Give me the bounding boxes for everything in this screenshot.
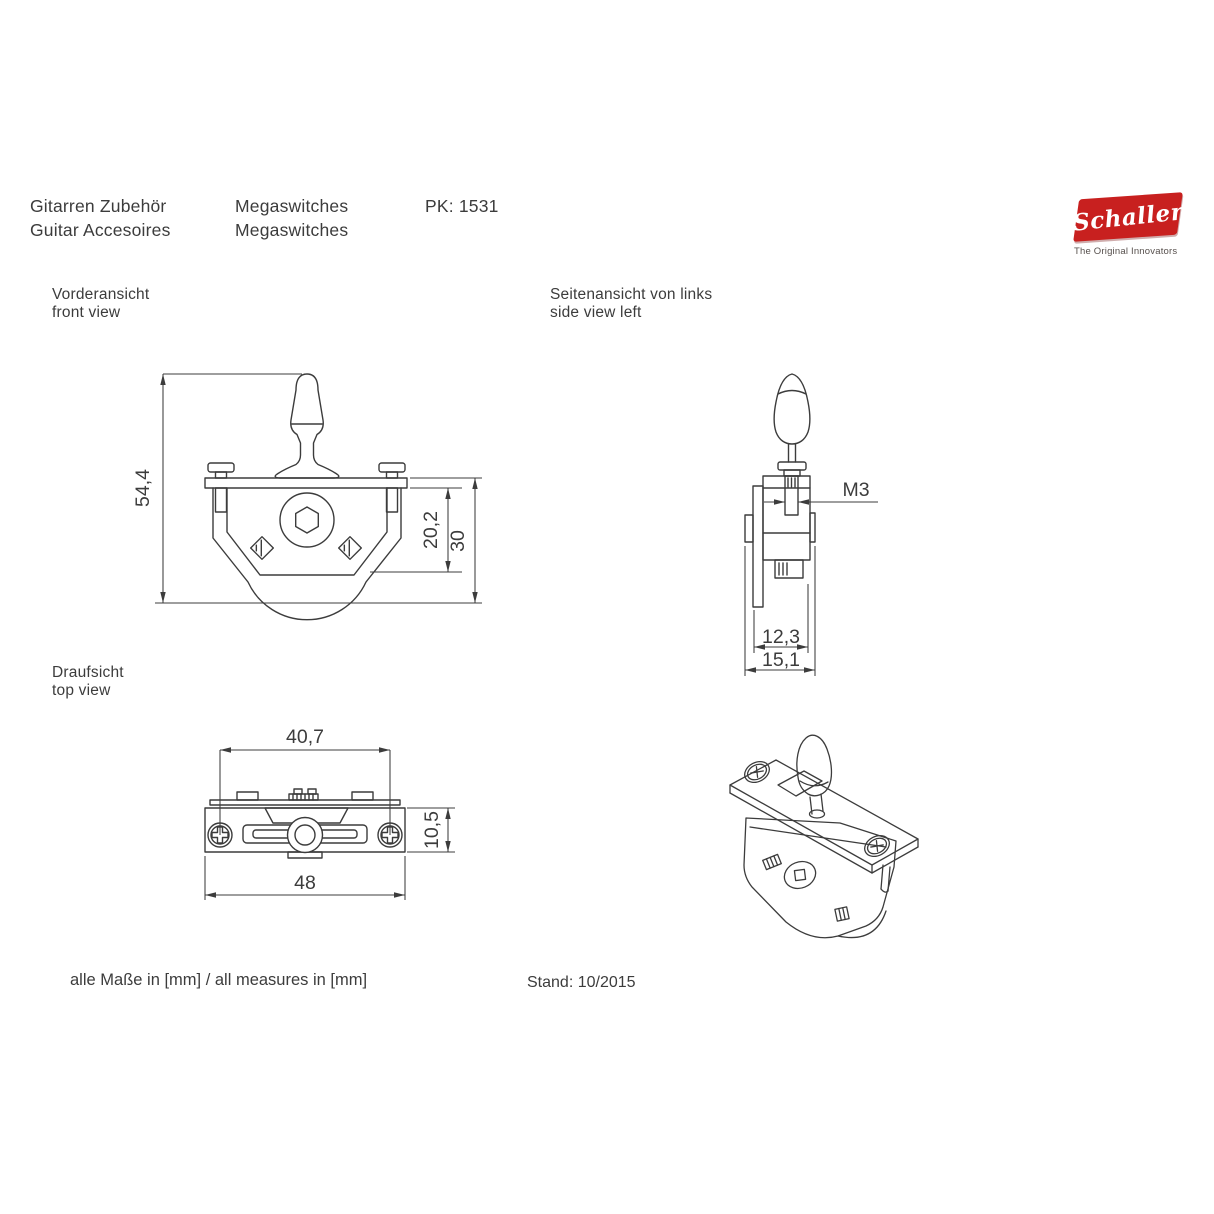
header-product-de: Megaswitches xyxy=(235,196,349,216)
side-left-tab xyxy=(745,515,753,542)
front-view-label-en: front view xyxy=(52,304,121,321)
schaller-logo-badge xyxy=(1073,192,1183,242)
side-thread-label: M3 xyxy=(842,479,870,501)
iso-switch xyxy=(730,735,918,937)
schaller-logo-wordmark: Schaller xyxy=(1071,197,1185,237)
top-view-drawing xyxy=(170,715,500,915)
front-view-label xyxy=(52,286,149,322)
top-dim-total-length: 48 xyxy=(294,872,316,894)
front-switch-body xyxy=(205,374,407,620)
front-knob xyxy=(275,374,339,478)
part-number: PK: 1531 xyxy=(425,196,499,216)
iso-terminal-2 xyxy=(835,907,849,921)
front-shaft-circle xyxy=(280,493,334,547)
front-body-inner xyxy=(227,488,387,575)
top-plate-edge xyxy=(210,800,400,805)
top-view-label xyxy=(52,664,124,700)
side-view-label-de: Seitenansicht von links xyxy=(550,286,713,303)
side-switch-body xyxy=(745,374,815,607)
top-shaft-outer xyxy=(288,818,323,853)
front-terminal-right xyxy=(339,537,362,560)
header-category-de: Gitarren Zubehör xyxy=(30,196,167,216)
top-dim-hole-spacing: 40,7 xyxy=(286,726,324,748)
header-product xyxy=(235,194,348,242)
side-right-tab xyxy=(810,513,815,542)
front-view-drawing xyxy=(130,360,500,655)
top-view-label-de: Draufsicht xyxy=(52,664,124,681)
iso-view-drawing xyxy=(690,715,970,965)
front-dim-plate-to-body: 20,2 xyxy=(420,511,442,549)
iso-terminal-1 xyxy=(763,854,782,869)
side-collar-nut xyxy=(778,462,806,470)
side-view-label xyxy=(550,286,712,322)
front-dim-total-height: 54,4 xyxy=(132,469,154,507)
footer-revision: Stand: 10/2015 xyxy=(527,974,636,991)
header-product-en: Megaswitches xyxy=(235,220,349,240)
header-category xyxy=(30,194,171,242)
iso-left-screw xyxy=(741,758,773,787)
front-dim-body-height: 30 xyxy=(447,530,469,552)
iso-shaft-hole xyxy=(780,857,819,893)
footer-units-note: alle Maße in [mm] / all measures in [mm] xyxy=(70,971,368,989)
front-view-label-de: Vorderansicht xyxy=(52,286,150,303)
side-dim-inner-width: 12,3 xyxy=(762,626,800,648)
top-switch-body xyxy=(205,789,405,858)
side-view-label-en: side view left xyxy=(550,304,642,321)
top-view-label-en: top view xyxy=(52,682,111,699)
top-dim-body-width: 10,5 xyxy=(421,811,443,849)
side-view-drawing xyxy=(720,360,920,690)
iso-knob xyxy=(797,735,832,795)
schaller-logo-tagline: The Original Innovators xyxy=(1074,246,1178,257)
schaller-logo xyxy=(1072,196,1202,257)
header-category-en: Guitar Accesoires xyxy=(30,220,171,240)
front-hex-nut xyxy=(296,507,319,533)
side-dim-outer-width: 15,1 xyxy=(762,649,800,671)
side-knob xyxy=(774,374,810,444)
side-plate-edge xyxy=(753,486,763,607)
front-terminal-left xyxy=(251,537,274,560)
front-mounting-plate xyxy=(205,478,407,488)
